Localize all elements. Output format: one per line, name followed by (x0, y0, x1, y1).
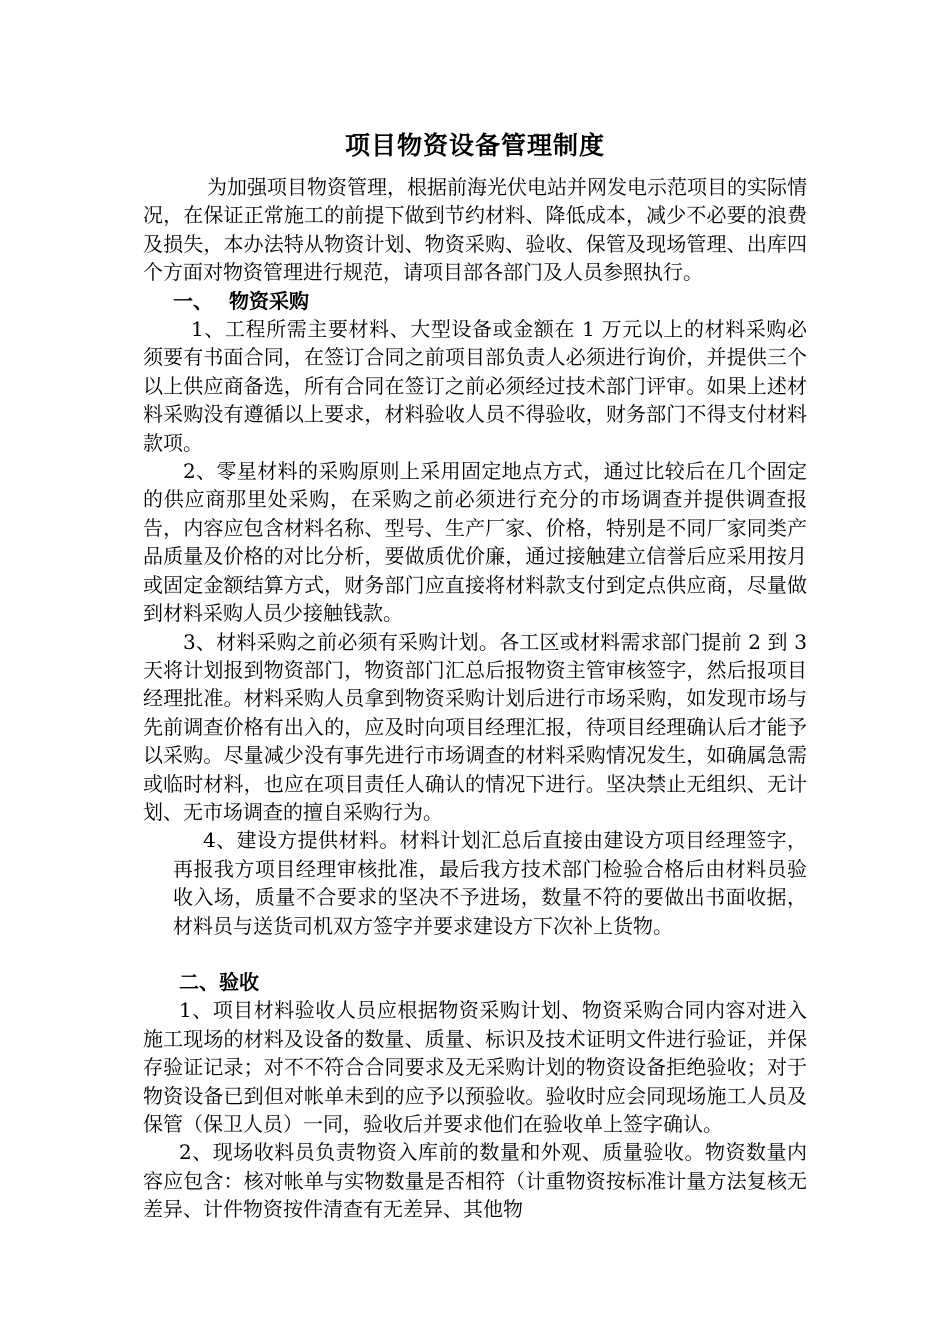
acceptance-item-2: 2、现场收料员负责物资入库前的数量和外观、质量验收。物资数量内容应包含：核对帐单与实物数量是否相符（计重物资按标准计量方法复核无差异、计件物资按件清查有无差异、其他物 (143, 1140, 807, 1222)
intro-paragraph: 为加强项目物资管理，根据前海光伏电站并网发电示范项目的实际情况，在保证正常施工的前提下做到节约材料、降低成本，减少不必要的浪费及损失，本办法特从物资计划、物资采购、验收、保管及现场管理、出库四个方面对物资管理进行规范，请项目部各部门及人员参照执行。 (143, 175, 807, 285)
section-title: 验收 (219, 969, 259, 994)
document-title: 项目物资设备管理制度 (344, 131, 605, 160)
section-heading-procurement (143, 287, 807, 315)
section-heading-acceptance (143, 968, 807, 996)
procurement-item-2: 2、零星材料的采购原则上采用固定地点方式，通过比较后在几个固定的供应商那里处采购，在采购之前必须进行充分的市场调查并提供调查报告，内容应包含材料名称、型号、生产厂家、价格，特别是不同厂家同类产品质量及价格的对比分析，要做质优价廉，通过接触建立信誉后应采用按月或固定金额结算方式，财务部门应直接将材料款支付到定点供应商，尽量做到材料采购人员少接触钱款。 (143, 459, 807, 626)
section-title: 物资采购 (229, 288, 309, 313)
document-body (143, 173, 807, 1224)
procurement-item-4: 4、建设方提供材料。材料计划汇总后直接由建设方项目经理签字，再报我方项目经理审核批准，最后我方技术部门检验合格后由材料员验收入场，质量不合要求的坚决不予进场，数量不符的要做出书面收据，材料员与送货司机双方签字并要求建设方下次补上货物。 (173, 828, 807, 938)
acceptance-item-1: 1、项目材料验收人员应根据物资采购计划、物资采购合同内容对进入施工现场的材料及设备的数量、质量、标识及技术证明文件进行验证，并保存验证记录；对不不符合合同要求及无采购计划的物资设备拒绝验收；对于物资设备已到但对帐单未到的应予以预验收。验收时应会同现场施工人员及保管（保卫人员）一同，验收后并要求他们在验收单上签字确认。 (143, 998, 807, 1136)
section-number: 一、 (173, 288, 213, 313)
procurement-item-3: 3、材料采购之前必须有采购计划。各工区或材料需求部门提前 2 到 3 天将计划报到物资部门，物资部门汇总后报物资主管审核签字，然后报项目经理批准。材料采购人员拿到物资采购计划后进行市场采购，如发现市场与先前调查价格有出入的，应及时向项目经理汇报，待项目经理确认后才能予以采购。尽量减少没有事先进行市场调查的材料采购情况发生，如确属急需或临时材料，也应在项目责任人确认的情况下进行。坚决禁止无组织、无计划、无市场调查的擅自采购行为。 (143, 629, 807, 824)
section-number: 二、 (179, 969, 219, 994)
procurement-item-1: 1、工程所需主要材料、大型设备或金额在 1 万元以上的材料采购必须要有书面合同，在签订合同之前项目部负责人必须进行询价，并提供三个以上供应商备选，所有合同在签订之前必须经过技术部门评审。如果上述材料采购没有遵循以上要求，材料验收人员不得验收，财务部门不得支付材料款项。 (143, 317, 807, 455)
